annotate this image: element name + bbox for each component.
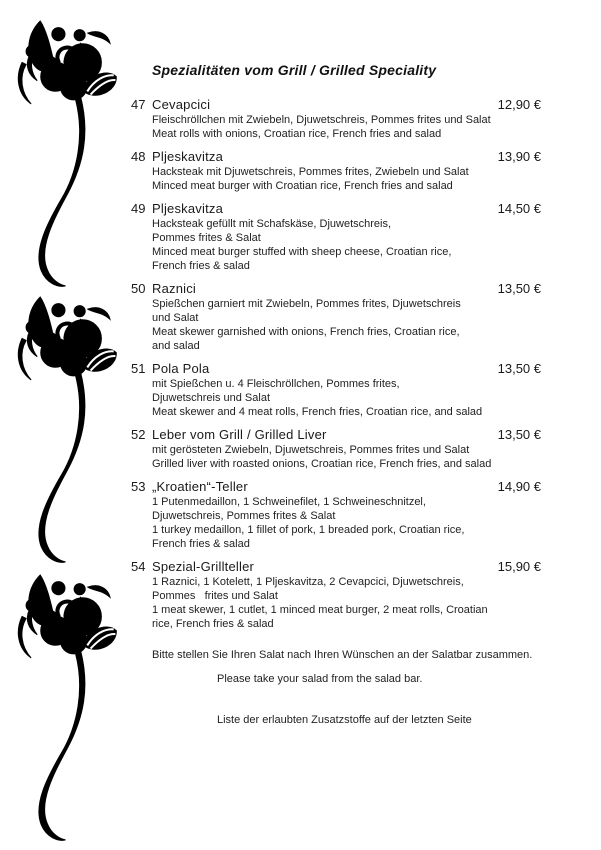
item-description — [152, 113, 541, 141]
item-price: 14,50 € — [497, 201, 541, 216]
item-description — [152, 165, 541, 193]
item-name: Leber vom Grill / Grilled Liver — [152, 427, 327, 442]
flower-stem-icon — [6, 296, 124, 574]
floral-ornament-bottom — [6, 574, 124, 850]
salad-note-english: Please take your salad from the salad bar. — [217, 673, 423, 685]
item-description — [152, 443, 541, 471]
menu-item — [131, 479, 541, 551]
item-description-line: French fries & salad — [152, 260, 250, 272]
item-number: 48 — [131, 149, 146, 164]
item-description — [152, 217, 541, 273]
item-description-line: and salad — [152, 340, 200, 352]
menu-content — [131, 60, 541, 727]
item-name: Spezial-Grillteller — [152, 559, 255, 574]
item-description-line: Grilled liver with roasted onions, Croatian rice, French fries, and salad — [152, 458, 492, 470]
item-price: 14,90 € — [497, 479, 541, 494]
floral-ornament-middle — [6, 296, 124, 574]
item-price: 15,90 € — [497, 559, 541, 574]
menu-item-heading — [131, 281, 541, 297]
item-description-line: Minced meat burger stuffed with sheep cheese, Croatian rice, — [152, 246, 452, 258]
item-name: Raznici — [152, 281, 197, 296]
menu-item-heading — [131, 559, 541, 575]
item-description-line: Meat skewer garnished with onions, French fries, Croatian rice, — [152, 326, 460, 338]
item-name: „Kroatien“-Teller — [152, 479, 248, 494]
item-number: 50 — [131, 281, 146, 296]
menu-item — [131, 149, 541, 193]
item-description-line: mit Spießchen u. 4 Fleischröllchen, Pommes frites, — [152, 378, 400, 390]
item-description-line: Spießchen garniert mit Zwiebeln, Pommes frites, Djuwetschreis — [152, 298, 461, 310]
item-description — [152, 377, 541, 419]
item-description-line: Minced meat burger with Croatian rice, French fries and salad — [152, 180, 453, 192]
item-name: Pljeskavitza — [152, 149, 224, 164]
flower-stem-icon — [6, 20, 124, 298]
menu-item-heading — [131, 97, 541, 113]
item-description — [152, 495, 541, 551]
menu-list — [131, 97, 541, 631]
item-description-line: Djuwetschreis, Pommes frites & Salat — [152, 510, 336, 522]
menu-item-heading — [131, 427, 541, 443]
menu-item — [131, 281, 541, 353]
notes-section — [131, 648, 541, 727]
item-price: 13,50 € — [497, 427, 541, 442]
item-number: 53 — [131, 479, 146, 494]
item-description-line: mit gerösteten Zwiebeln, Djuwetschreis, Pommes frites und Salat — [152, 444, 470, 456]
flower-stem-icon — [6, 574, 124, 850]
item-price: 13,50 € — [497, 281, 541, 296]
item-number: 52 — [131, 427, 146, 442]
menu-item-heading — [131, 201, 541, 217]
item-price: 12,90 € — [497, 97, 541, 112]
additives-note: Liste der erlaubten Zusatzstoffe auf der letzten Seite — [217, 714, 472, 726]
floral-ornament-top — [6, 20, 124, 298]
salad-note-german: Bitte stellen Sie Ihren Salat nach Ihren Wünschen an der Salatbar zusammen. — [152, 649, 533, 661]
item-description-line: Meat skewer and 4 meat rolls, French fries, Croatian rice, and salad — [152, 406, 483, 418]
menu-item-heading — [131, 479, 541, 495]
menu-item — [131, 559, 541, 631]
item-description-line: Pommes frites und Salat — [152, 590, 278, 602]
item-description-line: Djuwetschreis und Salat — [152, 392, 271, 404]
menu-item — [131, 427, 541, 471]
item-description-line: Meat rolls with onions, Croatian rice, French fries and salad — [152, 128, 442, 140]
item-description-line: Hacksteak gefüllt mit Schafskäse, Djuwetschreis, — [152, 218, 392, 230]
item-number: 54 — [131, 559, 146, 574]
item-name: Pola Pola — [152, 361, 210, 376]
item-description-line: rice, French fries & salad — [152, 618, 274, 630]
item-description-line: 1 Raznici, 1 Kotelett, 1 Pljeskavitza, 2 Cevapcici, Djuwetschreis, — [152, 576, 464, 588]
item-price: 13,90 € — [497, 149, 541, 164]
item-description — [152, 575, 541, 631]
menu-item — [131, 201, 541, 273]
page-title: Spezialitäten vom Grill / Grilled Speciality — [152, 62, 437, 78]
item-description-line: Pommes frites & Salat — [152, 232, 261, 244]
item-name: Cevapcici — [152, 97, 211, 112]
menu-item-heading — [131, 361, 541, 377]
item-description-line: Hacksteak mit Djuwetschreis, Pommes frites, Zwiebeln und Salat — [152, 166, 469, 178]
item-description-line: 1 meat skewer, 1 cutlet, 1 minced meat burger, 2 meat rolls, Croatian — [152, 604, 488, 616]
menu-item — [131, 361, 541, 419]
item-number: 47 — [131, 97, 146, 112]
item-description-line: 1 turkey medaillon, 1 fillet of pork, 1 breaded pork, Croatian rice, — [152, 524, 465, 536]
item-description-line: und Salat — [152, 312, 199, 324]
item-description — [152, 297, 541, 353]
item-description-line: Fleischröllchen mit Zwiebeln, Djuwetschreis, Pommes frites und Salat — [152, 114, 491, 126]
item-name: Pljeskavitza — [152, 201, 224, 216]
menu-item — [131, 97, 541, 141]
menu-item-heading — [131, 149, 541, 165]
item-price: 13,50 € — [497, 361, 541, 376]
item-number: 49 — [131, 201, 146, 216]
item-description-line: 1 Putenmedaillon, 1 Schweinefilet, 1 Schweineschnitzel, — [152, 496, 426, 508]
item-number: 51 — [131, 361, 146, 376]
item-description-line: French fries & salad — [152, 538, 250, 550]
